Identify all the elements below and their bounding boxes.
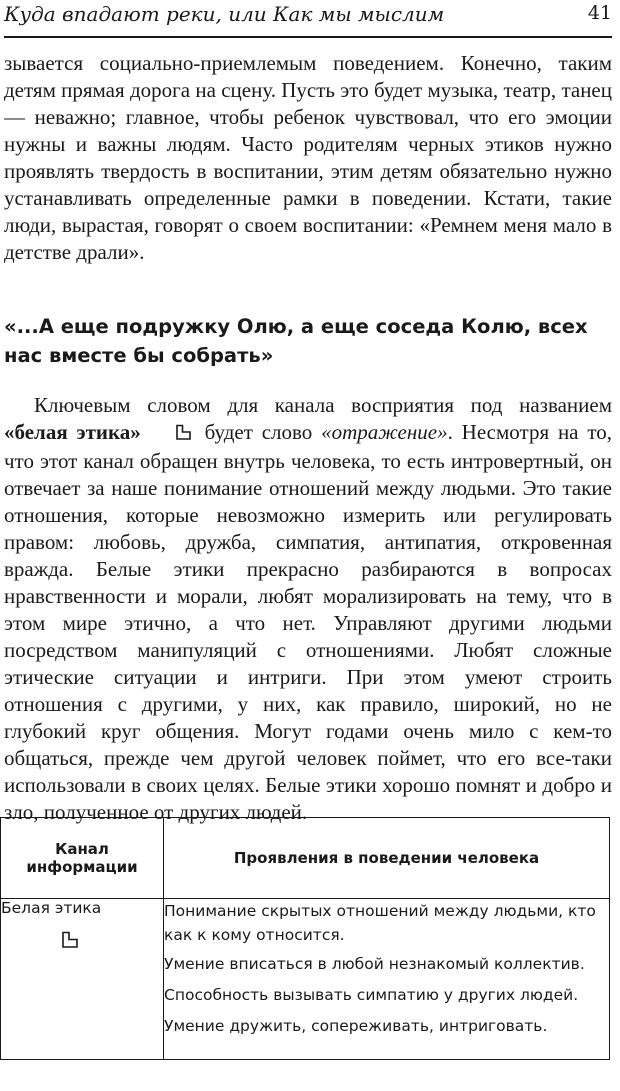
running-head — [4, 2, 612, 32]
keyword-reflection: «отражение» — [321, 420, 448, 444]
running-head-title: Куда впадают реки, или Как мы мыслим — [4, 2, 445, 26]
header-rule — [4, 36, 612, 38]
channel-cell — [1, 899, 164, 1060]
table-header-row — [1, 818, 610, 899]
manifestations-cell — [164, 899, 610, 1060]
section-heading: «...А еще подружку Олю, а еще соседа Колю, всех нас вместе бы собрать» — [4, 315, 588, 367]
white-ethics-symbol-icon — [61, 931, 81, 953]
column-header-manifestations: Проявления в поведении человека — [164, 818, 610, 899]
list-item: Умение дружить, сопереживать, интриговать. — [164, 1017, 548, 1035]
list-item: Способность вызывать симпатию у других людей. — [164, 986, 579, 1004]
paragraph-rest: . Несмотря на то, что этот канал обращен внутрь человека, то есть интровертный, он отвечает за наше понимание отношений между людьми. Это такие отношения, которые невозможно измерить или регулировать правом: любовь, дружба, симпатия, антипатия, откровенная вражда. Белые этики прекрасно разбираются в вопросах нравственности и морали, любят морализировать на тему, что в этом мире этично, а что нет. Управляют другими людьми посредством манипуляций с отношениями. Любят сложные этические ситуации и интриги. При этом умеют строить отношения с другими, у них, как правило, широкий, но не глубокий круг общения. Могут годами очень мило с кем-то общаться, прежде чем другой человек поймет, что его все-таки использовали в своих целях. Белые этики хорошо помнят и добро и зло, полученное от других людей. — [4, 420, 612, 824]
term-white-ethics: «белая этика» — [4, 420, 141, 444]
paragraph-intro: Ключевым словом для канала восприятия под названием — [34, 393, 612, 417]
paragraph-white-ethics — [4, 392, 612, 826]
table-row — [1, 899, 610, 1060]
channel-name: Белая этика — [1, 899, 102, 917]
column-header-channel: Канал информации — [1, 818, 164, 899]
list-item: Понимание скрытых отношений между людьми, кто как к кому относится. — [164, 902, 596, 944]
page-number: 41 — [587, 2, 612, 24]
paragraph-mid: будет слово — [195, 420, 322, 444]
list-item: Умение вписаться в любой незнакомый коллектив. — [164, 955, 585, 973]
channel-table — [0, 817, 610, 1060]
manifestations-list — [164, 899, 609, 1040]
white-ethics-symbol-icon — [145, 421, 192, 448]
paragraph-continuation: зывается социально-приемлемым поведением. Конечно, таким детям прямая дорога на сцену. Пусть это будет музыка, театр, танец — неважно; главное, чтобы ребенок чувствовал, что его эмоции нужны и важны людям. Часто родителям черных этиков нужно проявлять твердость в воспитании, этим детям обязательно нужно устанавливать определенные рамки в поведении. Кстати, такие люди, вырастая, говорят о своем воспитании: «Ремнем меня мало в детстве драли». — [4, 51, 612, 264]
